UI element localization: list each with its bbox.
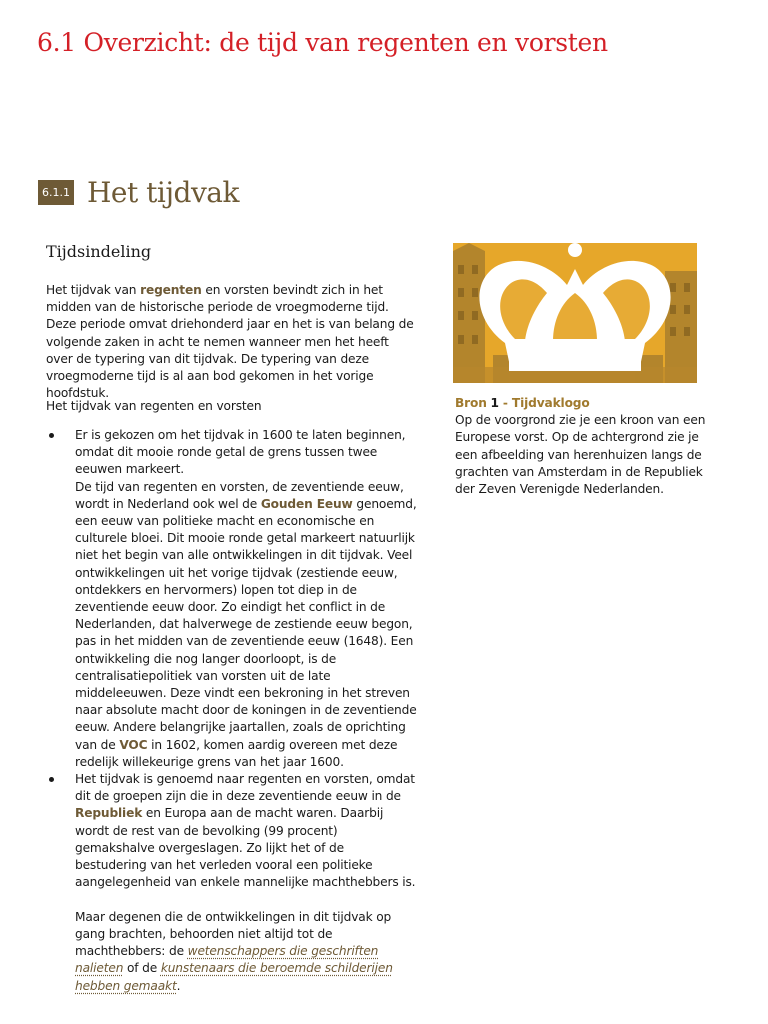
era-logo-image — [453, 243, 697, 383]
section-number-badge: 6.1.1 — [38, 180, 74, 205]
source-caption — [455, 395, 717, 498]
subheading: Tijdsindeling — [46, 242, 152, 261]
intro-paragraph — [46, 282, 414, 402]
term-regenten[interactable]: regenten — [140, 283, 202, 297]
source-number: 1 — [490, 396, 499, 410]
text: of de — [123, 961, 161, 976]
source-label: Bron — [455, 396, 487, 410]
bullet-list — [46, 427, 418, 995]
text: Het tijdvak is genoemd naar regenten en vorsten, omdat dit de groepen zijn die in deze zeventiende eeuw in de — [75, 772, 415, 804]
text: en Europa aan de macht waren. Daarbij wordt de rest van de bevolking (99 procent) gemakshalve overgeslagen. Zo lijkt het of de bestudering van het verleden vooral een politieke aangelegenheid van enkele mannelijke machthebbers is. — [75, 806, 416, 890]
text: Het tijdvak van — [46, 283, 141, 297]
text: genoemd, een eeuw van politieke macht en economische en culturele bloei. Dit mooie ronde getal markeert natuurlijk niet het begin van alle ontwikkelingen in dit tijdvak. Veel ontwikkelingen uit het vorige tijdvak (zestiende eeuw, ontdekkers en hervormers) lopen tot diep in de zeventiende eeuw door. Zo eindigt het conflict in de Nederlanden, dat halverwege de zestiende eeuw begon, pas in het midden van de zeventiende eeuw (1648). Een ontwikkeling die nog langer doorloopt, is de centralisatiepolitiek van vorsten uit de late middeleeuwen. Deze vindt een bekroning in het streven naar absolute macht door de koningen in de zeventiende eeuw. Andere belangrijke jaartallen, zoals de oprichting van de — [75, 496, 417, 752]
text: Er is gekozen om het tijdvak in 1600 te laten beginnen, omdat dit mooie ronde getal de grens tussen twee eeuwen markeert. — [75, 428, 406, 477]
link-wetenschappers[interactable]: wetenschappers die geschriften nalieten — [75, 944, 379, 976]
term-republiek[interactable]: Republiek — [75, 806, 143, 821]
bullet-icon — [49, 777, 54, 782]
text: in 1602, komen aardig overeen met deze redelijk willekeurige grens van het jaar 1600. — [75, 737, 398, 769]
list-item — [46, 427, 418, 771]
chapter-title: 6.1 Overzicht: de tijd van regenten en vorsten — [37, 28, 608, 57]
list-item — [46, 771, 418, 995]
text: . — [176, 978, 181, 993]
section-header — [38, 176, 239, 209]
text: De tijd van regenten en vorsten, de zeventiende eeuw, wordt in Nederland ook wel de — [75, 479, 404, 511]
text: en vorsten bevindt zich in het midden van de historische periode de vroegmoderne tijd. Deze periode omvat driehonderd jaar en het is van belang de volgende zaken in acht te nemen wanneer men het heeft over de typering van dit tijdvak. De typering van deze vroegmoderne tijd is al aan bod gekomen in het vorige hoofdstuk. — [46, 283, 414, 401]
text: Maar degenen die de ontwikkelingen in dit tijdvak op gang brachten, behoorden niet altijd tot de machthebbers: de — [75, 909, 392, 959]
section-title: Het tijdvak — [87, 176, 239, 209]
crown-over-canal-houses-icon — [453, 243, 697, 383]
term-gouden-eeuw[interactable]: Gouden Eeuw — [260, 496, 353, 511]
term-voc[interactable]: VOC — [119, 737, 148, 752]
source-title: - Tijdvaklogo — [498, 396, 590, 410]
link-kunstenaars[interactable]: kunstenaars die beroemde schilderijen hebben gemaakt — [75, 961, 393, 993]
source-description: Op de voorgrond zie je een kroon van een Europese vorst. Op de achtergrond zie je een afbeelding van herenhuizen langs de grachten van Amsterdam in de Republiek der Zeven Verenigde Nederlanden. — [455, 413, 706, 497]
bullet-icon — [49, 433, 54, 438]
list-intro: Het tijdvak van regenten en vorsten — [46, 399, 262, 413]
